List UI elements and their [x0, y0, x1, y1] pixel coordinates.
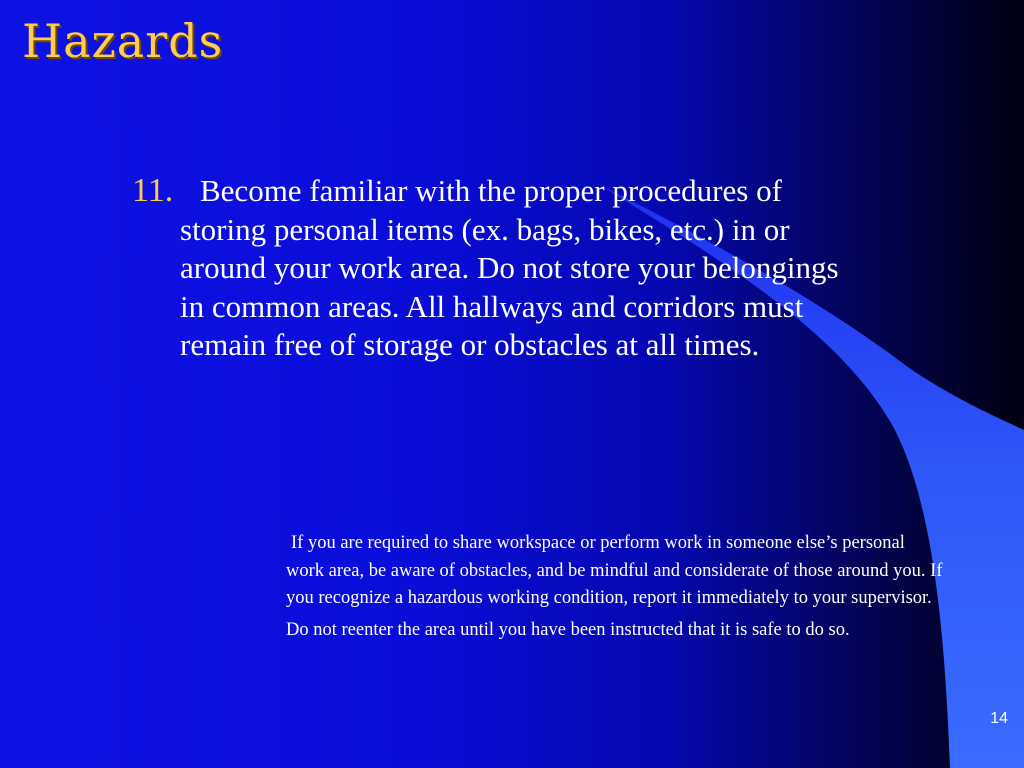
page-number: 14 — [990, 710, 1008, 727]
slide-title: Hazards — [22, 14, 224, 68]
note-paragraph: Do not reenter the area until you have been instructed that it is safe to do so. — [286, 619, 850, 640]
bullet-number: 11. — [132, 172, 174, 209]
bullet-text: Become familiar with the proper procedures of storing personal items (ex. bags, bikes, etc.) in or around your work area. Do not store your belongings in common areas. All hallways and corridors must remain free of storage or obstacles at all times. — [180, 173, 839, 362]
bullet-item — [132, 172, 867, 365]
note-block — [286, 530, 946, 648]
note-paragraph: If you are required to share workspace or perform work in someone else’s personal work area, be aware of obstacles, and be mindful and considerate of those around you. If you recognize a hazardous working condition, report it immediately to your supervisor. — [286, 533, 943, 608]
